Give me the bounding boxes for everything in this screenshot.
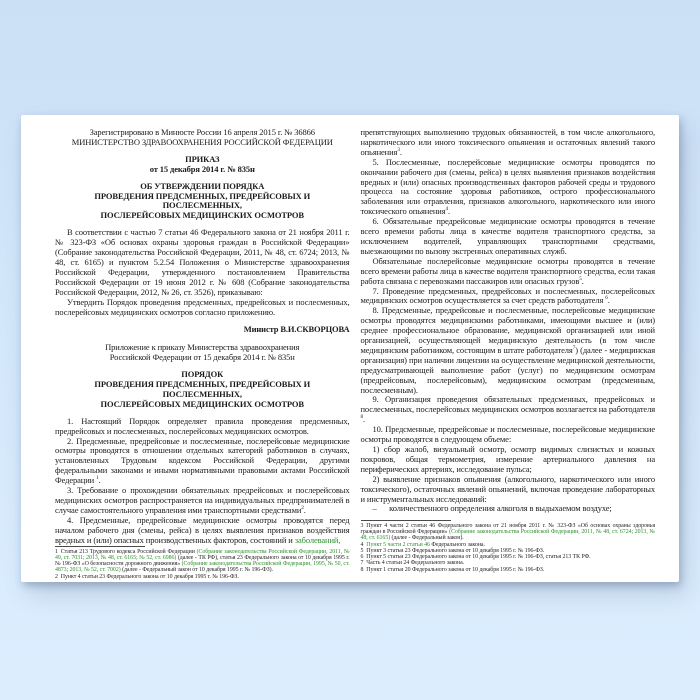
order-type-heading: ПРИКАЗ	[185, 153, 220, 164]
citation-link[interactable]: (Собрание законодательства Российской Федерации, 2011, № 49, ст. 7031; 2013, № 48, ст. 6165; № 52, ст. 6986)	[55, 548, 350, 561]
footnote-separator	[55, 546, 145, 547]
right-footnotes	[361, 523, 656, 573]
paragraph: Утвердить Порядок проведения предсменных, предрейсовых и послесменных, послерейсовых медицинских осмотров согласно приложению.	[55, 296, 350, 317]
left-column	[55, 127, 350, 580]
heading-line: ПРОВЕДЕНИЯ ПРЕДСМЕННЫХ, ПРЕДРЕЙСОВЫХ И ПОСЛЕСМЕННЫХ,	[94, 379, 311, 399]
paragraph: 5. Послесменные, послерейсовые медицинские осмотры проводятся по окончании рабочего дня (смены, рейса) в целях выявления признаков воздействия вредных и (или) опасных производственных факторов рабочей среды и трудового процесса на состояние здоровья работников, острого профессионального заболевания или отравления, признаков алкогольного, наркотического или иного токсического опьянения$^4$.	[360, 156, 655, 217]
right-column	[361, 128, 656, 573]
heading-line: ПОРЯДОК	[181, 369, 224, 380]
paragraph: – количественного определения алкоголя в выдыхаемом воздухе;	[372, 503, 612, 514]
paragraph: 8 Пункт 1 статьи 20 Федерального закона от 10 декабря 1995 г. № 196-ФЗ.	[360, 566, 545, 573]
preamble-section	[55, 228, 350, 317]
heading-line: ПОСЛЕРЕЙСОВЫХ МЕДИЦИНСКИХ ОСМОТРОВ	[100, 398, 304, 409]
paragraph: 5 Пункт 3 статьи 23 Федерального закона от 10 декабря 1995 г. № 196-ФЗ.	[360, 547, 545, 554]
paragraph: 7. Проведение предсменных, предрейсовых и послесменных, послерейсовых медицинских осмотров осуществляется за счет средств работодателя $^6$.	[360, 285, 655, 306]
paragraph: 3 Пункт 4 части 2 статьи 46 Федерального закона от 21 ноября 2011 г. № 323-ФЗ «Об основах охраны здоровья граждан в Российской Федерации» (Собрание законодательства Российской Федерации, 2011, № 48, ст. 6724; 2013, № 48, ст. 6165) (далее - Федеральный закон).	[360, 522, 655, 542]
paragraph: 10. Предсменные, предрейсовые и послесменные, послерейсовые медицинские осмотры проводятся в следующем объеме:	[360, 424, 655, 445]
order-date-line: от 15 декабря 2014 г. № 835н	[149, 163, 255, 174]
heading-line: Российской Федерации от 15 декабря 2014 г. № 835н	[109, 352, 295, 363]
heading-line: ПРОВЕДЕНИЯ ПРЕДСМЕННЫХ, ПРЕДРЕЙСОВЫХ И ПОСЛЕСМЕННЫХ,	[94, 190, 311, 211]
annex-reference	[55, 343, 350, 363]
paragraph: 2) выявление признаков опьянения (алкогольного, наркотического или иного токсического), остаточных явлений опьянений, включая проведение лабораторных и инструментальных исследований:	[360, 473, 655, 504]
heading-line: Приложение к приказу Министерства здравоохранения	[105, 342, 300, 353]
citation-link[interactable]: (Собрание законодательства Российской Федерации, 2011, № 48, ст. 6724; 2013, № 48, ст. 6165)	[360, 528, 655, 542]
paragraph: 1) сбор жалоб, визуальный осмотр, осмотр видимых слизистых и кожных покровов, общая термометрия, измерение артериального давления на периферических артериях, исследование пульса;	[360, 444, 655, 474]
citation-link[interactable]: (Собрание законодательства Российской Федерации, 1995, № 50, ст. 4873; 2013, № 52, ст. 7002)	[55, 561, 350, 574]
left-footnotes	[55, 549, 350, 580]
document-page	[21, 115, 679, 582]
paragraph: 1. Настоящий Порядок определяет правила проведения предсменных, предрейсовых и послесменных, послерейсовых медицинских осмотров.	[55, 415, 350, 436]
paragraph: 2 Пункт 4 статьи 23 Федерального закона от 10 декабря 1995 г. № 196-ФЗ.	[55, 573, 239, 580]
paragraph: В соответствии с частью 7 статьи 46 Федерального закона от 21 ноября 2011 г. № 323-ФЗ «Об основах охраны здоровья граждан в Российской Федерации» (Собрание законодательства Российской Федерации, 2011, № 48, ст. 6724; 2013, № 48, ст. 6165) и пунктом 5.2.54 Положения о Министерстве здравоохранения Российской Федерации, утвержденного постановлением Правительства Российской Федерации от 19 июня 2012 г. № 608 (Собрание законодательства Российской Федерации, 2012, № 26, ст. 3526), приказываю:	[55, 227, 350, 297]
paragraph: 6 Пункт 5 статьи 23 Федерального закона от 10 декабря 1995 г. № 196-ФЗ, статья 213 ТК РФ.	[360, 554, 591, 561]
registration-line: Зарегистрировано в Минюсте России 16 апреля 2015 г. № 36866	[89, 127, 315, 137]
paragraph: 9. Организация проведения обязательных предсменных, предрейсовых и послесменных, послерейсовых медицинских осмотров возлагается на работодателя $^8$.	[360, 394, 655, 425]
paragraph: 2. Предсменные, предрейсовые и послесменные, послерейсовые медицинские осмотры проводятся в отношении отдельных категорий работников в случаях, установленных Трудовым кодексом Российской Федерации, другими федеральными законами и иными нормативными правовыми актами Российской Федерации $^1$.	[55, 435, 350, 486]
order-subject-heading	[55, 182, 350, 222]
paragraph: 4. Предсменные, предрейсовые медицинские осмотры проводятся перед началом рабочего дня (смены, рейса) в целях выявления признаков воздействия вредных и (или) опасных производственных факторов, состояний и заболеваний,	[55, 514, 350, 545]
paragraph: 4 Пункт 5 части 2 статьи 46 Федерального закона.	[360, 541, 485, 548]
paragraph: 3. Требование о прохождении обязательных предрейсовых и послерейсовых медицинских осмотров распространяется на индивидуальных предпринимателей в случае самостоятельного управления ими транспортными средствами$^2$.	[55, 485, 350, 515]
paragraph: препятствующих выполнению трудовых обязанностей, в том числе алкогольного, наркотического или иного токсического опьянения и остаточных явлений такого опьянения$^3$.	[360, 127, 655, 157]
citation-link[interactable]: заболеваний,	[294, 534, 341, 545]
signature-line: Министр В.И.СКВОРЦОВА	[243, 324, 350, 335]
paragraph: 1 Статья 213 Трудового кодекса Российской Федерации (Собрание законодательства Российской Федерации, 2011, № 49, ст. 7031; 2013, № 48, ст. 6165; № 52, ст. 6986) (далее - ТК РФ), статья 23 Федерального закона от 10 декабря 1995 г. № 196-ФЗ «О безопасности дорожного движения» (Собрание законодательства Российской Федерации, 1995, № 50, ст. 4873; 2013, № 52, ст. 7002) (далее - Федеральный закон от 10 декабря 1995 г. № 196-ФЗ).	[55, 548, 350, 574]
paragraph: 6. Обязательные предрейсовые медицинские осмотры проводятся в течение всего времени работы лица в качестве водителя транспортного средства, за исключением водителей, управляющих транспортными средствами, выезжающими по вызову экстренных оперативных служб.	[360, 216, 655, 256]
annex-title-heading	[55, 370, 350, 410]
heading-line: ПОСЛЕРЕЙСОВЫХ МЕДИЦИНСКИХ ОСМОТРОВ	[100, 210, 304, 221]
footnote-separator	[361, 520, 451, 521]
left-body-section	[55, 417, 350, 546]
ministry-name: МИНИСТЕРСТВО ЗДРАВООХРАНЕНИЯ РОССИЙСКОЙ ФЕДЕРАЦИИ	[71, 136, 333, 147]
paragraph: 8. Предсменные, предрейсовые и послесменные, послерейсовые медицинские осмотры проводятся медицинскими работниками, имеющими высшее и (или) среднее профессиональное образование, медицинской организацией или иной организацией, осуществляющей медицинскую деятельность (в том числе медицинским работником, состоящим в штате работодателя$^7$) (далее - медицинская организация) при наличии лицензии на осуществление медицинской деятельности, предусматривающей выполнение работ (услуг) по медицинским осмотрам (предрейсовым, послерейсовым), медицинским осмотрам (предсменным, послесменным).	[360, 305, 656, 395]
citation-link[interactable]: Пункт 5 части 2 статьи 46	[366, 541, 430, 548]
right-body-section	[361, 128, 656, 514]
paragraph: 7 Часть 4 статьи 24 Федерального закона.	[360, 560, 465, 567]
heading-line: ОБ УТВЕРЖДЕНИИ ПОРЯДКА	[140, 180, 265, 191]
paragraph: Обязательные послерейсовые медицинские осмотры проводятся в течение всего времени работы лица в качестве водителя транспортного средства, если такая работа связана с перевозками пассажиров или опасных грузов$^5$.	[360, 255, 655, 286]
